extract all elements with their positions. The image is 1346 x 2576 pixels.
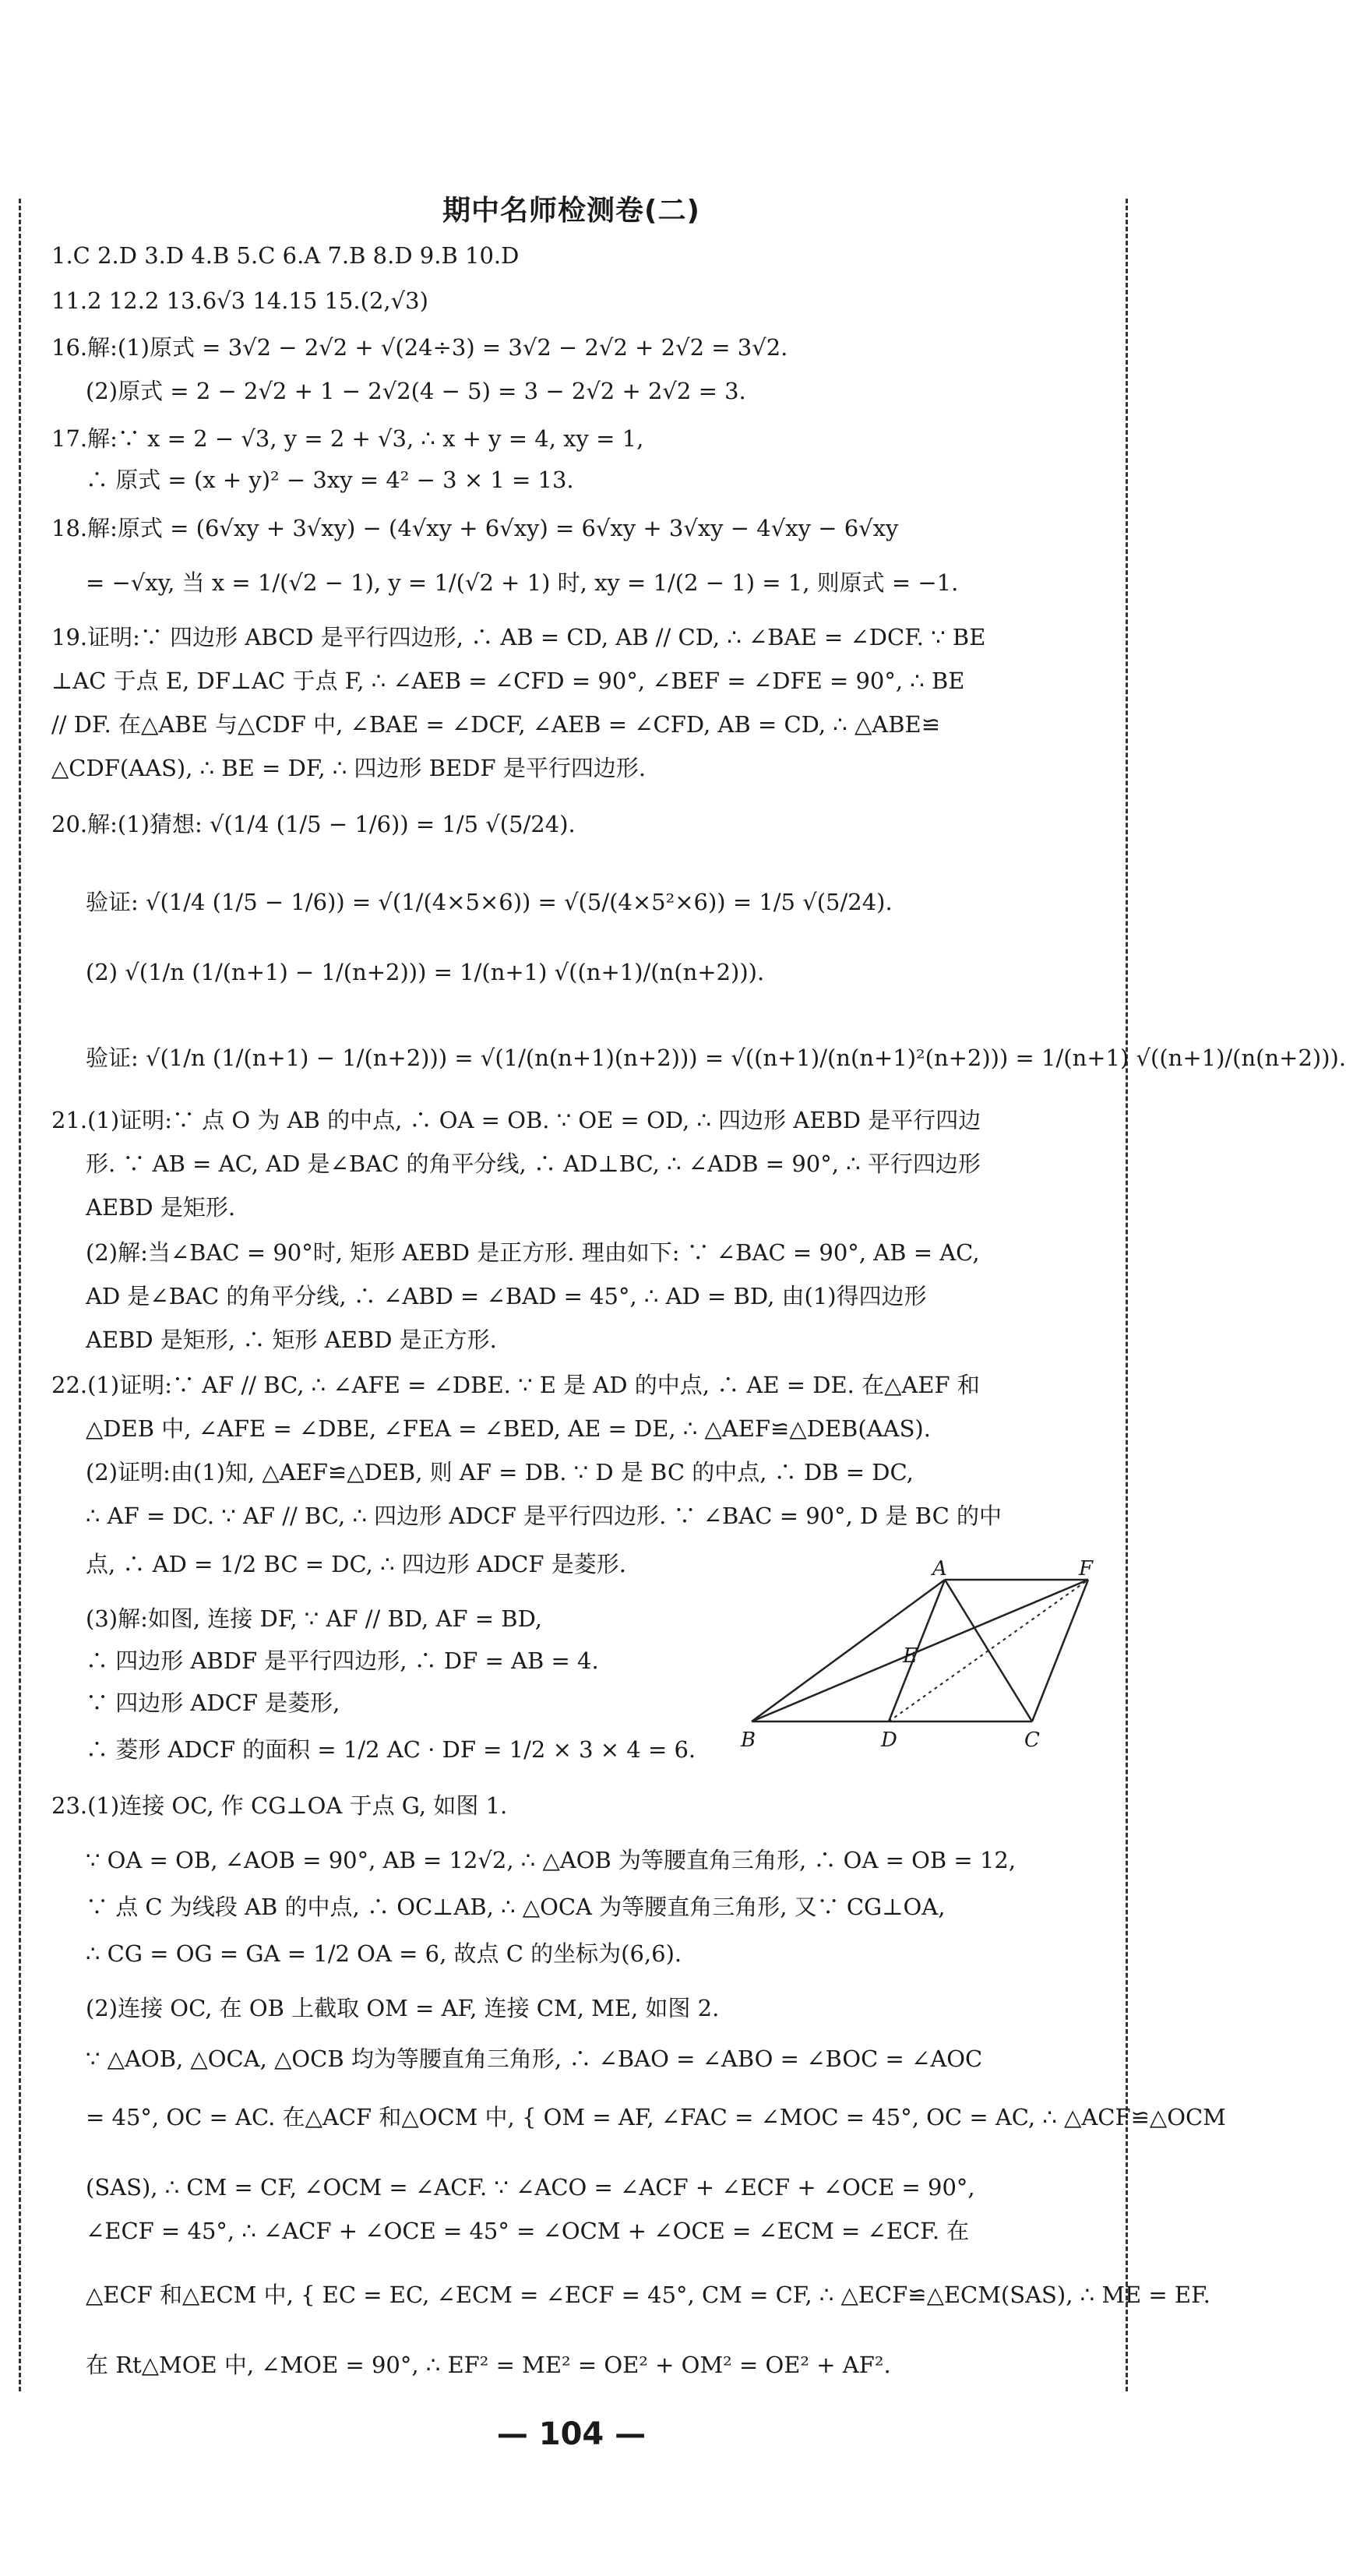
answer-line: // DF. 在△ABE 与△CDF 中, ∠BAE = ∠DCF, ∠AEB = ∠CFD, AB = CD, ∴ △ABE≌ [51,711,940,738]
answer-line: 11.2 12.2 13.6√3 14.15 15.(2,√3) [51,287,428,314]
answer-line: ∵ △AOB, △OCA, △OCB 均为等腰直角三角形, ∴ ∠BAO = ∠ABO = ∠BOC = ∠AOC [86,2046,983,2072]
answer-line: 21.(1)证明:∵ 点 O 为 AB 的中点, ∴ OA = OB. ∵ OE = OD, ∴ 四边形 AEBD 是平行四边 [51,1107,981,1133]
answer-line: ∵ 点 C 为线段 AB 的中点, ∴ OC⊥AB, ∴ △OCA 为等腰直角三角形, 又∵ CG⊥OA, [86,1894,946,1920]
answer-line: 16.解:(1)原式 = 3√2 − 2√2 + √(24÷3) = 3√2 − 2√2 + 2√2 = 3√2. [51,334,788,361]
label-d: D [881,1728,897,1752]
answer-line: AD 是∠BAC 的角平分线, ∴ ∠ABD = ∠BAD = 45°, ∴ AD = BD, 由(1)得四边形 [86,1283,927,1309]
answer-line: 17.解:∵ x = 2 − √3, y = 2 + √3, ∴ x + y = 4, xy = 1, [51,425,644,452]
answer-line: (2)连接 OC, 在 OB 上截取 OM = AF, 连接 CM, ME, 如图 2. [86,1995,720,2021]
geometry-figure [736,1558,1102,1753]
answer-line: 形. ∵ AB = AC, AD 是∠BAC 的角平分线, ∴ AD⊥BC, ∴ ∠ADB = 90°, ∴ 平行四边形 [86,1151,981,1177]
answer-line: △DEB 中, ∠AFE = ∠DBE, ∠FEA = ∠BED, AE = DE, ∴ △AEF≌△DEB(AAS). [86,1415,931,1442]
answer-line: ∴ 四边形 ABDF 是平行四边形, ∴ DF = AB = 4. [86,1647,599,1674]
answer-line: ∴ 原式 = (x + y)² − 3xy = 4² − 3 × 1 = 13. [86,467,574,493]
answer-line: 22.(1)证明:∵ AF // BC, ∴ ∠AFE = ∠DBE. ∵ E 是 AD 的中点, ∴ AE = DE. 在△AEF 和 [51,1372,980,1398]
answer-line: 20.解:(1)猜想: √(1/4 (1/5 − 1/6)) = 1/5 √(5/24). [51,811,576,837]
answer-line: 1.C 2.D 3.D 4.B 5.C 6.A 7.B 8.D 9.B 10.D [51,242,520,269]
answer-line: (3)解:如图, 连接 DF, ∵ AF // BD, AF = BD, [86,1605,543,1632]
answer-line: (2)证明:由(1)知, △AEF≌△DEB, 则 AF = DB. ∵ D 是 BC 的中点, ∴ DB = DC, [86,1459,914,1485]
answer-line: 18.解:原式 = (6√xy + 3√xy) − (4√xy + 6√xy) = 6√xy + 3√xy − 4√xy − 6√xy [51,515,899,541]
answer-line: △CDF(AAS), ∴ BE = DF, ∴ 四边形 BEDF 是平行四边形. [51,755,647,781]
answer-line: 23.(1)连接 OC, 作 CG⊥OA 于点 G, 如图 1. [51,1792,508,1819]
label-e: E [903,1644,918,1668]
answer-line: ∴ AF = DC. ∵ AF // BC, ∴ 四边形 ADCF 是平行四边形. ∵ ∠BAC = 90°, D 是 BC 的中 [86,1503,1002,1529]
answer-line: 在 Rt△MOE 中, ∠MOE = 90°, ∴ EF² = ME² = OE² + OM² = OE² + AF². [86,2352,891,2378]
answer-line: = −√xy, 当 x = 1/(√2 − 1), y = 1/(√2 + 1) 时, xy = 1/(2 − 1) = 1, 则原式 = −1. [86,569,959,596]
answer-line: AEBD 是矩形, ∴ 矩形 AEBD 是正方形. [86,1327,497,1353]
label-a: A [932,1557,947,1580]
answer-line: (2) √(1/n (1/(n+1) − 1/(n+2))) = 1/(n+1) √((n+1)/(n(n+2))). [86,959,765,985]
answer-line: ∴ CG = OG = GA = 1/2 OA = 6, 故点 C 的坐标为(6,6). [86,1940,682,1967]
page-title: 期中名师检测卷(二) [442,195,700,227]
answer-line: ∵ OA = OB, ∠AOB = 90°, AB = 12√2, ∴ △AOB 为等腰直角三角形, ∴ OA = OB = 12, [86,1847,1017,1873]
answer-line: ⊥AC 于点 E, DF⊥AC 于点 F, ∴ ∠AEB = ∠CFD = 90°, ∠BEF = ∠DFE = 90°, ∴ BE [51,668,965,694]
answer-line: 点, ∴ AD = 1/2 BC = DC, ∴ 四边形 ADCF 是菱形. [86,1551,626,1577]
answer-line: ∴ 菱形 ADCF 的面积 = 1/2 AC · DF = 1/2 × 3 × 4 = 6. [86,1736,696,1763]
page-number: — 104 — [496,2416,647,2452]
answer-line: (2)原式 = 2 − 2√2 + 1 − 2√2(4 − 5) = 3 − 2√2 + 2√2 = 3. [86,378,746,404]
label-c: C [1024,1728,1040,1752]
answer-line: (SAS), ∴ CM = CF, ∠OCM = ∠ACF. ∵ ∠ACO = ∠ACF + ∠ECF + ∠OCE = 90°, [86,2174,975,2201]
answer-line: 19.证明:∵ 四边形 ABCD 是平行四边形, ∴ AB = CD, AB // CD, ∴ ∠BAE = ∠DCF. ∵ BE [51,624,986,650]
answer-line: 验证: √(1/4 (1/5 − 1/6)) = √(1/(4×5×6)) = √(5/(4×5²×6)) = 1/5 √(5/24). [86,889,893,915]
answer-line: ∵ 四边形 ADCF 是菱形, [86,1690,340,1716]
answer-line: (2)解:当∠BAC = 90°时, 矩形 AEBD 是正方形. 理由如下: ∵ ∠BAC = 90°, AB = AC, [86,1239,980,1266]
label-b: B [741,1728,756,1752]
label-f: F [1079,1557,1094,1580]
left-dashed-border [19,199,21,2391]
answer-line: 验证: √(1/n (1/(n+1) − 1/(n+2))) = √(1/(n(n+1)(n+2))) = √((n+1)/(n(n+1)²(n+2))) = 1/(n+1) √((n+1)/(n(n+2))). [86,1045,1346,1071]
answer-line: = 45°, OC = AC. 在△ACF 和△OCM 中, { OM = AF, ∠FAC = ∠MOC = 45°, OC = AC, ∴ △ACF≌△OCM [86,2104,1226,2130]
answer-line: AEBD 是矩形. [86,1194,236,1221]
answer-line: ∠ECF = 45°, ∴ ∠ACF + ∠OCE = 45° = ∠OCM + ∠OCE = ∠ECM = ∠ECF. 在 [86,2218,970,2244]
answer-line: △ECF 和△ECM 中, { EC = EC, ∠ECM = ∠ECF = 45°, CM = CF, ∴ △ECF≌△ECM(SAS), ∴ ME = EF. [86,2282,1210,2308]
right-dashed-border [1126,199,1128,2391]
